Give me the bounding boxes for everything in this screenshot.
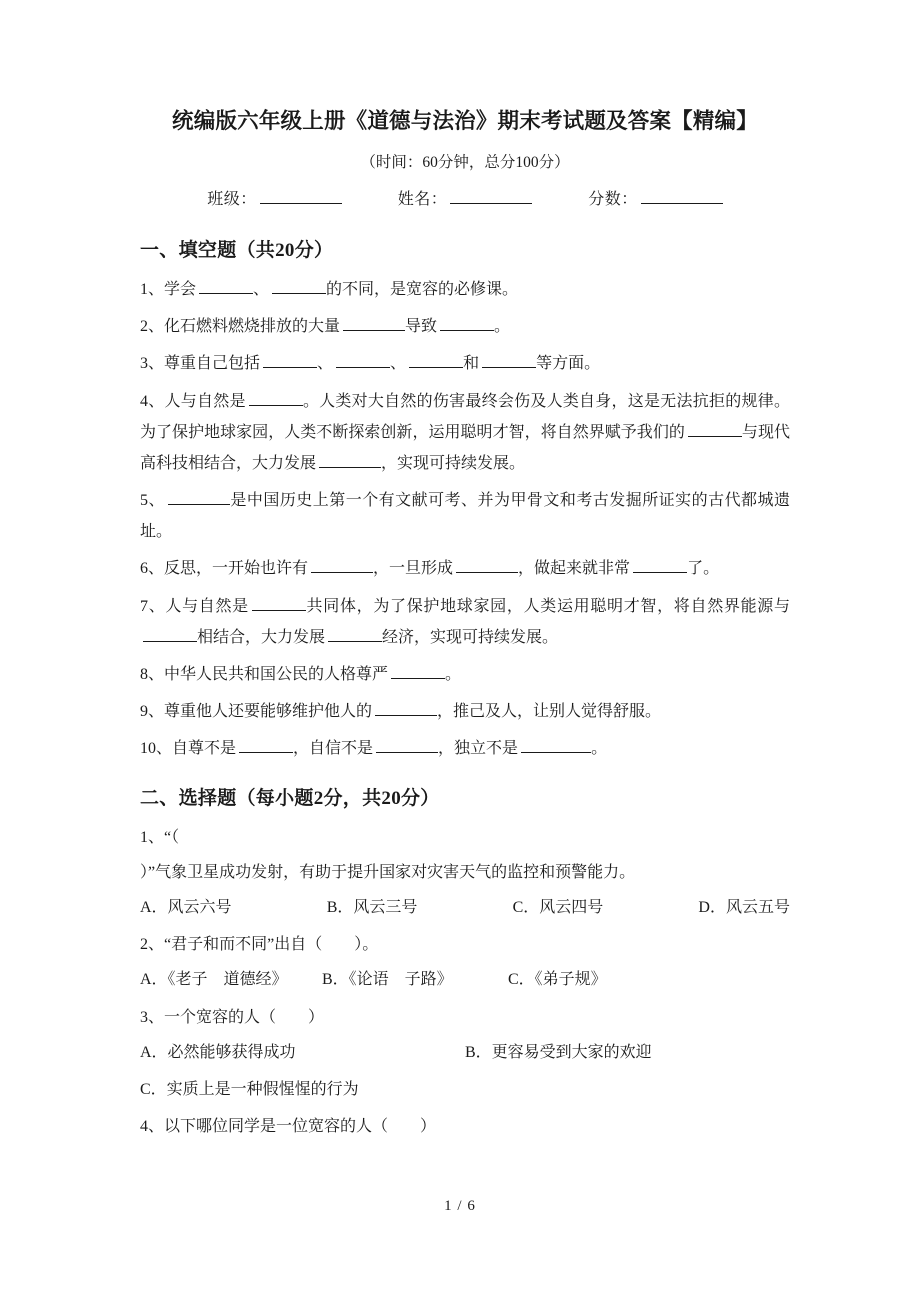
q-text: 。人类对大自然的伤害最终会伤及人类自身，这是无法抗拒的规律。为了保护地球家园，人类不断探索创新，运用聪明才智，将自然界赋予我们的 <box>140 392 790 441</box>
q-text: ，做起来就非常 <box>518 560 631 578</box>
q-text: 、 <box>253 280 270 298</box>
exam-subtitle: （时间：60分钟，总分100分） <box>360 153 570 171</box>
q-number: 3、 <box>140 1008 165 1026</box>
answer-blank[interactable] <box>252 594 306 610</box>
option-a[interactable]: A．风云六号 <box>140 898 232 916</box>
question-1-8 <box>140 659 790 690</box>
q-text: 共同体，为了保护地球家园，人类运用聪明才智，将自然界能源与 <box>305 597 790 615</box>
q-number: 1、 <box>140 280 165 298</box>
question-2-1-stem-line1 <box>140 822 790 853</box>
answer-blank[interactable] <box>168 489 230 505</box>
q-text: 是中国历史上第一个有文献可考、并为甲骨文和考古发掘所证实的古代都城遗址。 <box>140 492 790 541</box>
q-number: 10、 <box>140 740 173 758</box>
q-text: 等方面。 <box>536 355 601 373</box>
q-text: 相结合，大力发展 <box>197 628 326 646</box>
question-2-3-options-row1 <box>140 1037 790 1068</box>
question-1-4 <box>140 386 790 480</box>
q-text: 学会 <box>164 280 197 298</box>
q-text: “（ <box>164 828 180 846</box>
q-text: 、 <box>390 355 407 373</box>
answer-blank[interactable] <box>143 626 197 642</box>
identity-row <box>140 186 790 209</box>
q-text: “君子和而不同”出自（ ）。 <box>164 936 379 954</box>
q-text: 经济，实现可持续发展。 <box>382 628 559 646</box>
question-2-2-stem <box>140 929 790 960</box>
option-b[interactable]: B．更容易受到大家的欢迎 <box>465 1043 652 1061</box>
q-text: 尊重自己包括 <box>164 355 261 373</box>
question-1-7 <box>140 591 790 653</box>
q-number: 9、 <box>140 703 165 721</box>
answer-blank[interactable] <box>391 663 445 679</box>
answer-blank[interactable] <box>521 737 591 753</box>
q-number: 2、 <box>140 318 165 336</box>
answer-blank[interactable] <box>456 557 518 573</box>
answer-blank[interactable] <box>199 278 253 294</box>
name-label: 姓名： <box>397 190 448 208</box>
answer-blank[interactable] <box>249 389 303 405</box>
q-number: 3、 <box>140 355 165 373</box>
q-text: ，一旦形成 <box>373 560 454 578</box>
q-text: 化石燃料燃烧排放的大量 <box>164 318 341 336</box>
section-heading-fill-in-blank: 一、填空题（共20分） <box>140 239 334 261</box>
q-text: 反思，一开始也许有 <box>164 560 309 578</box>
class-label: 班级： <box>207 190 257 208</box>
q-text: 与现代高科技相结合，大力发展 <box>140 423 790 472</box>
q-text: 了。 <box>687 560 720 578</box>
page-title: 统编版六年级上册《道德与法治》期末考试题及答案【精编】 <box>172 109 758 133</box>
question-2-1-options <box>140 892 790 923</box>
q-text: 。 <box>494 318 511 336</box>
option-c[interactable]: C．《弟子规》 <box>508 971 607 989</box>
question-2-2-options <box>140 964 790 995</box>
q-text: 。 <box>445 666 462 683</box>
q-text: 人与自然是 <box>165 597 249 615</box>
answer-blank[interactable] <box>409 352 463 368</box>
q-text: 、 <box>317 355 334 373</box>
answer-blank[interactable] <box>311 557 373 573</box>
answer-blank[interactable] <box>272 278 326 294</box>
q-text: 尊重他人还要能够维护他人的 <box>164 703 373 721</box>
answer-blank[interactable] <box>375 700 437 716</box>
q-text: ，实现可持续发展。 <box>381 454 526 472</box>
question-1-1 <box>140 274 790 305</box>
question-2-1-stem-line2: ）”气象卫星成功发射，有助于提升国家对灾害天气的监控和预警能力。 <box>140 863 636 881</box>
q-number: 8、 <box>140 666 165 683</box>
q-number: 1、 <box>140 828 165 846</box>
answer-blank[interactable] <box>343 315 405 331</box>
q-text: ，自信不是 <box>293 740 374 758</box>
question-1-6 <box>140 553 790 584</box>
q-number: 7、 <box>140 597 166 615</box>
q-number: 4、 <box>140 1118 165 1136</box>
class-blank[interactable] <box>260 188 342 204</box>
score-label: 分数： <box>588 190 638 208</box>
answer-blank[interactable] <box>263 352 317 368</box>
section-heading-multiple-choice: 二、选择题（每小题2分，共20分） <box>140 787 440 809</box>
option-a[interactable]: A．《老子 道德经》 <box>140 971 288 989</box>
question-2-3-stem <box>140 1002 790 1033</box>
answer-blank[interactable] <box>482 352 536 368</box>
answer-blank[interactable] <box>376 737 438 753</box>
q-text: 和 <box>463 355 480 373</box>
question-2-4-stem <box>140 1111 790 1142</box>
q-text: 导致 <box>405 318 438 336</box>
question-1-10 <box>140 733 790 764</box>
q-text: ，推己及人，让别人觉得舒服。 <box>437 703 662 721</box>
q-number: 6、 <box>140 560 165 578</box>
option-c[interactable]: C．实质上是一种假惺惺的行为 <box>140 1080 359 1098</box>
option-b[interactable]: B．风云三号 <box>326 898 418 916</box>
option-d[interactable]: D．风云五号 <box>698 898 790 916</box>
question-1-5 <box>140 485 790 547</box>
answer-blank[interactable] <box>688 421 742 437</box>
class-field <box>207 186 342 209</box>
q-text: 中华人民共和国公民的人格尊严 <box>164 666 389 683</box>
page-content <box>140 108 790 1146</box>
name-field <box>398 186 533 209</box>
q-text: ，独立不是 <box>438 740 519 758</box>
option-b[interactable]: B．《论语 子路》 <box>322 971 453 989</box>
q-text: 人与自然是 <box>164 392 246 410</box>
question-2-3-options-row2 <box>140 1074 790 1105</box>
page-footer: 1 / 6 <box>444 1198 476 1214</box>
q-number: 2、 <box>140 936 165 954</box>
q-text: 以下哪位同学是一位宽容的人（ ） <box>164 1118 437 1136</box>
question-1-3 <box>140 348 790 379</box>
score-blank[interactable] <box>641 188 723 204</box>
answer-blank[interactable] <box>633 557 687 573</box>
q-number: 5、 <box>140 492 165 510</box>
answer-blank[interactable] <box>440 315 494 331</box>
option-c[interactable]: C．风云四号 <box>512 898 604 916</box>
q-text: 。 <box>591 740 608 758</box>
q-text: 的不同，是宽容的必修课。 <box>326 280 519 298</box>
answer-blank[interactable] <box>319 452 381 468</box>
score-field <box>588 186 723 209</box>
question-1-2 <box>140 311 790 342</box>
answer-blank[interactable] <box>336 352 390 368</box>
q-text: 一个宽容的人（ ） <box>164 1008 325 1026</box>
q-text: 自尊不是 <box>172 740 237 758</box>
q-number: 4、 <box>140 392 165 410</box>
option-a[interactable]: A．必然能够获得成功 <box>140 1043 296 1061</box>
answer-blank[interactable] <box>328 626 382 642</box>
question-1-9 <box>140 696 790 727</box>
answer-blank[interactable] <box>239 737 293 753</box>
name-blank[interactable] <box>450 188 532 204</box>
